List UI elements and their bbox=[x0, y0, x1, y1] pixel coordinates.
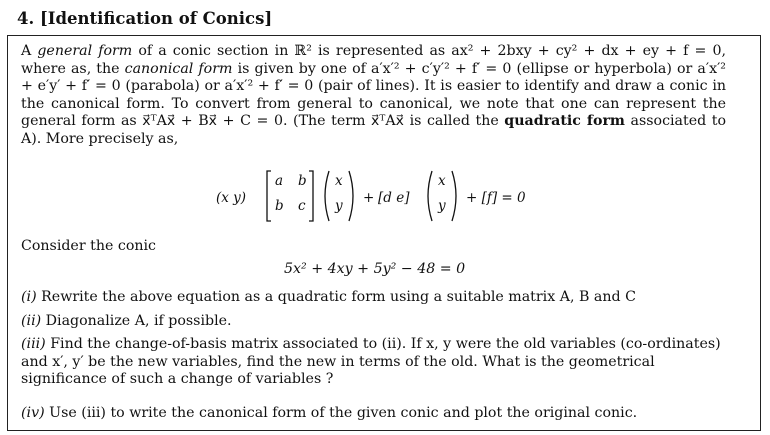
question-ii-number: (ii) bbox=[21, 313, 42, 329]
question-iii-text: Find the change-of-basis matrix associated to (ii). If x, y were the old variables (co-ordinates) and x′, y′ be the new variables, find the new in terms of the old. What is the geometrical significance of such a change of variables ? bbox=[21, 336, 721, 388]
question-iv bbox=[21, 405, 726, 423]
intro-text-3: is given by one of a′x′² + c′y′² + f′ = 0 (ellipse or hyperbola) or a′x′² + e′y′ + f′ = 0 (parabola) or a′x′² + f′ = 0 (pair of lines). It is easier to identify and draw a conic in the canonical form. To convert from general to canonical, we note that one can represent the general form as x⃗ᵀAx⃗ + Bx⃗ + C = 0. (The term x⃗ᵀAx⃗ is called the bbox=[21, 60, 726, 130]
matrix-a-entry-a: a bbox=[275, 173, 284, 189]
question-iv-number: (iv) bbox=[21, 405, 45, 421]
column-vector-2-y: y bbox=[438, 198, 446, 214]
intro-general-form: general form bbox=[37, 43, 133, 59]
intro-paragraph bbox=[21, 43, 726, 149]
equation-tail: + [f] = 0 bbox=[466, 190, 526, 206]
question-ii bbox=[21, 313, 726, 331]
plus-sign: + bbox=[363, 190, 375, 206]
question-i-number: (i) bbox=[21, 289, 37, 305]
matrix-a-brackets bbox=[264, 168, 316, 224]
consider-text: Consider the conic bbox=[21, 238, 156, 254]
problem-heading: 4. [Identification of Conics] bbox=[17, 9, 273, 28]
intro-text-1: A bbox=[21, 43, 38, 59]
matrix-a-entry-b2: b bbox=[275, 198, 284, 214]
question-ii-text: Diagonalize A, if possible. bbox=[41, 313, 232, 329]
matrix-a-entry-b1: b bbox=[298, 173, 307, 189]
conic-equation: 5x² + 4xy + 5y² − 48 = 0 bbox=[284, 261, 466, 277]
column-vector-y: y bbox=[335, 198, 343, 214]
question-iv-text: Use (iii) to write the canonical form of the given conic and plot the original conic. bbox=[44, 405, 638, 421]
row-vector-de: [d e] bbox=[378, 190, 410, 206]
intro-text-2: of a conic section in ℝ² is represented as ax² + 2bxy + cy² + dx + ey + f = 0, where as, the bbox=[21, 43, 726, 77]
question-i bbox=[21, 289, 726, 307]
question-iii-number: (iii) bbox=[21, 336, 46, 352]
matrix-equation bbox=[216, 168, 556, 228]
row-vector: (x y) bbox=[216, 190, 247, 206]
intro-canonical-form: canonical form bbox=[124, 60, 233, 77]
intro-text-4: associated to A). More precisely as, bbox=[21, 113, 727, 147]
column-vector-x: x bbox=[335, 173, 343, 189]
matrix-a-entry-c: c bbox=[298, 198, 306, 214]
column-vector-2-x: x bbox=[438, 173, 446, 189]
question-i-text: Rewrite the above equation as a quadratic form using a suitable matrix A, B and C bbox=[36, 289, 636, 305]
intro-quadratic-form: quadratic form bbox=[504, 113, 625, 130]
question-iii bbox=[21, 336, 726, 389]
